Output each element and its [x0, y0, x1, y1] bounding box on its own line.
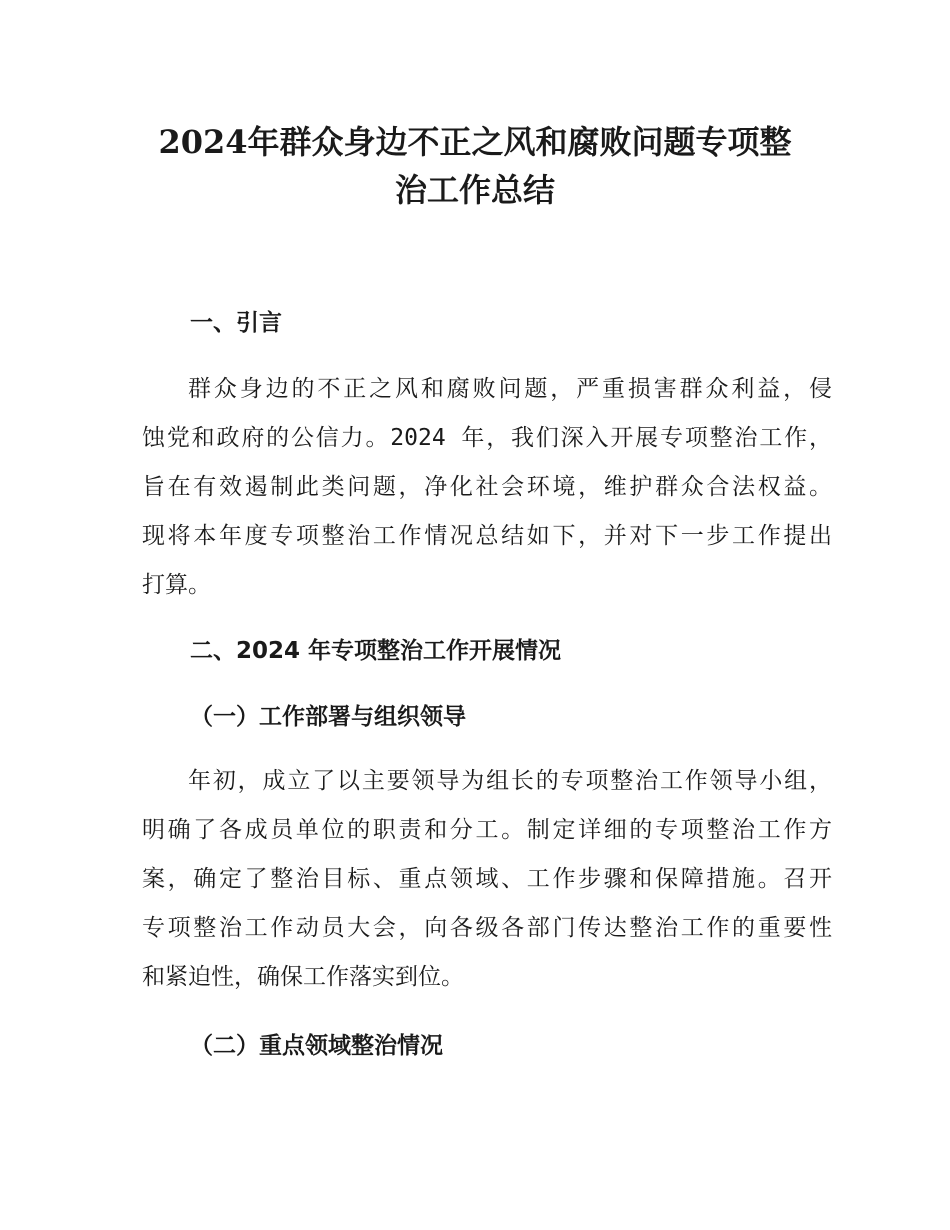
subsection-heading-key-areas: （二）重点领域整治情况 [190, 1033, 443, 1059]
paragraph-line: 明确了各成员单位的职责和分工。制定详细的专项整治工作方 [142, 817, 832, 843]
paragraph-line: 打算。 [142, 572, 211, 598]
paragraph-line: 旨在有效遏制此类问题，净化社会环境，维护群众合法权益。 [142, 474, 832, 500]
document-title [100, 118, 850, 214]
paragraph-line: 案，确定了整治目标、重点领域、工作步骤和保障措施。召开 [142, 866, 832, 892]
title-line-2: 治工作总结 [394, 171, 555, 209]
section-heading-intro: 一、引言 [190, 310, 282, 336]
paragraph-line: 群众身边的不正之风和腐败问题，严重损害群众利益，侵 [188, 376, 832, 402]
paragraph-line: 现将本年度专项整治工作情况总结如下，并对下一步工作提出 [142, 523, 832, 549]
subsection-heading-deployment: （一）工作部署与组织领导 [190, 704, 466, 730]
section-heading-2024-work: 二、2024 年专项整治工作开展情况 [190, 638, 562, 664]
deployment-paragraph [142, 757, 832, 1002]
paragraph-line: 蚀党和政府的公信力。2024 年，我们深入开展专项整治工作， [142, 425, 832, 451]
intro-paragraph [142, 365, 832, 610]
title-line-1: 2024年群众身边不正之风和腐败问题专项整 [158, 123, 792, 161]
paragraph-line: 和紧迫性，确保工作落实到位。 [142, 964, 464, 990]
paragraph-line: 年初，成立了以主要领导为组长的专项整治工作领导小组， [188, 768, 832, 794]
paragraph-line: 专项整治工作动员大会，向各级各部门传达整治工作的重要性 [142, 915, 832, 941]
